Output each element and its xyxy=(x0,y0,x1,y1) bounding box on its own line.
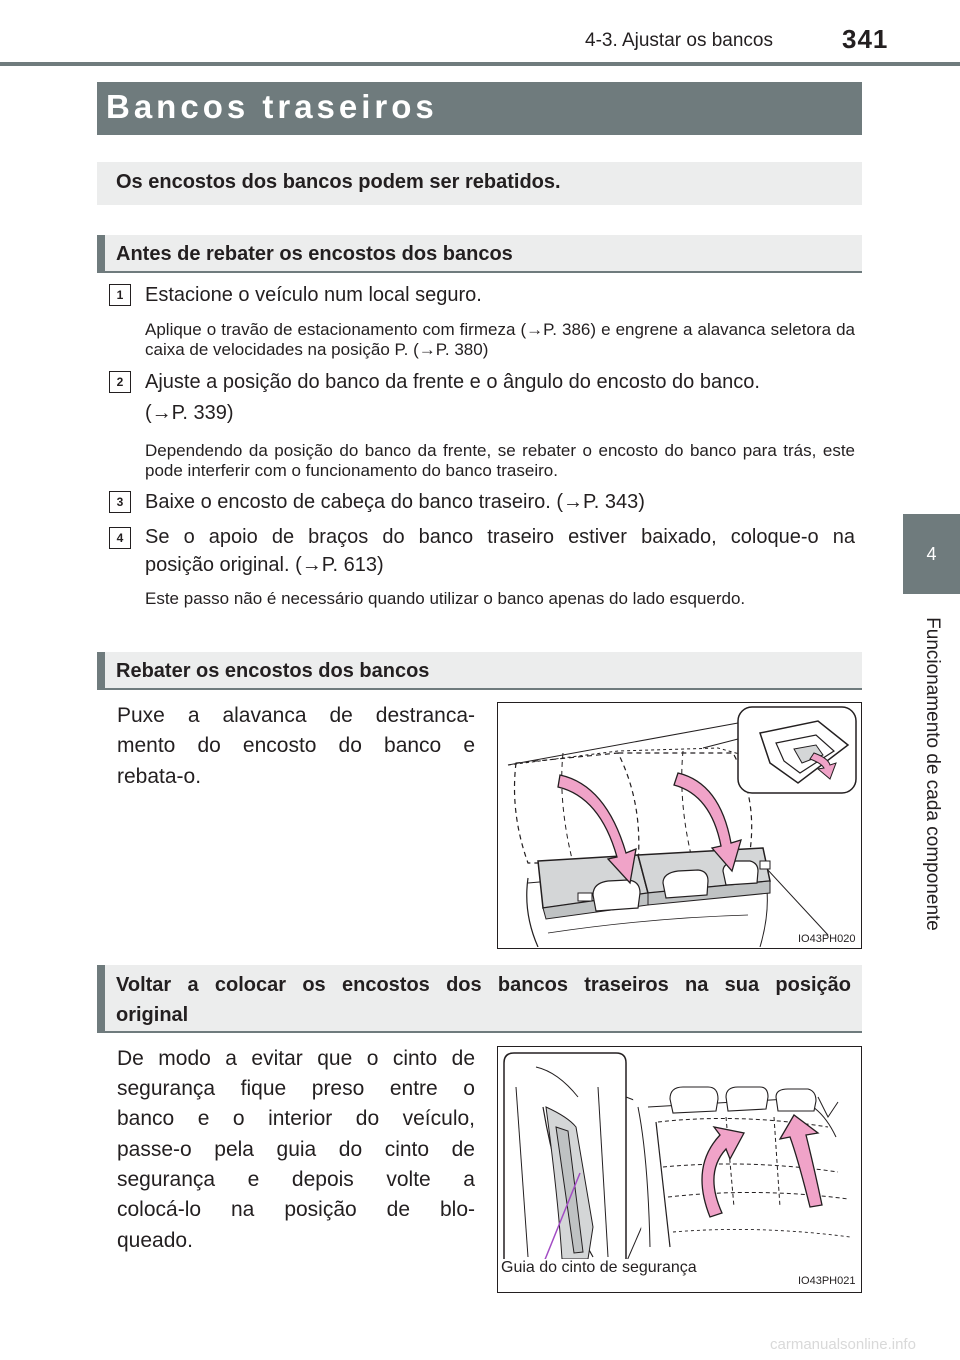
watermark: carmanualsonline.info xyxy=(770,1336,916,1353)
return-instruction-line4: passe-o pela guia do cinto de xyxy=(117,1138,475,1161)
step-number-3: 3 xyxy=(109,491,131,513)
step-number-4: 4 xyxy=(109,527,131,549)
step-1-text: Estacione o veículo num local seguro. xyxy=(145,284,482,306)
folding-instruction-line3: rebata-o. xyxy=(117,765,202,788)
header-rule xyxy=(0,62,960,66)
belt-guide-caption: Guia do cinto de segurança xyxy=(501,1259,697,1276)
step-3-text: Baixe o encosto de cabeça do banco traseiro. (→P. 343) xyxy=(145,491,645,513)
chapter-number: 4 xyxy=(926,543,937,564)
section-title-return-line2: original xyxy=(116,1004,189,1026)
step-1-note: Aplique o travão de estacionamento com firmeza (→P. 386) e engrene a alavanca seletora da caixa de velocidades na posição P. (→P. 380) xyxy=(145,320,855,359)
section-title-folding: Rebater os encostos dos bancos xyxy=(116,660,430,682)
return-instruction-line3: banco e o interior do veículo, xyxy=(117,1107,475,1130)
section-title-before-folding: Antes de rebater os encostos dos bancos xyxy=(116,243,513,265)
figure-return-seatbacks xyxy=(497,1046,862,1293)
step-2-text-line2: (→P. 339) xyxy=(145,402,234,424)
step-number-2: 2 xyxy=(109,371,131,393)
chapter-label: Funcionamento de cada componente xyxy=(922,617,943,931)
return-instruction-line5: segurança e depois volte a xyxy=(117,1168,475,1191)
step-2-text-line1: Ajuste a posição do banco da frente e o ângulo do encosto do banco. xyxy=(145,371,760,393)
page-number: 341 xyxy=(842,24,889,54)
return-instruction-line1: De modo a evitar que o cinto de xyxy=(117,1047,475,1070)
step-4-note: Este passo não é necessário quando utilizar o banco apenas do lado esquerdo. xyxy=(145,589,746,608)
figure-code-1: IO43PH020 xyxy=(798,933,856,945)
return-instruction-line7: queado. xyxy=(117,1229,193,1252)
intro-text: Os encostos dos bancos podem ser rebatidos. xyxy=(116,171,561,193)
return-instruction-line2: segurança fique preso entre o xyxy=(117,1077,475,1100)
fold-seatbacks-illustration xyxy=(498,703,860,947)
return-seatbacks-illustration xyxy=(498,1047,860,1291)
return-instruction-line6: colocá-lo na posição de blo- xyxy=(117,1198,475,1221)
folding-instruction-line2: mento do encosto do banco e xyxy=(117,734,475,757)
page-title: Bancos traseiros xyxy=(106,88,438,125)
figure-code-2: IO43PH021 xyxy=(798,1275,856,1287)
step-4-text-line1: Se o apoio de braços do banco traseiro estiver baixado, coloque-o na xyxy=(145,526,855,548)
figure-fold-seatbacks xyxy=(497,702,862,949)
step-2-note: Dependendo da posição do banco da frente, se rebater o encosto do banco para trás, este pode interferir com o funcionamento do banco traseiro. xyxy=(145,441,855,480)
section-breadcrumb: 4-3. Ajustar os bancos xyxy=(585,30,773,51)
step-number-1: 1 xyxy=(109,284,131,306)
folding-instruction-line1: Puxe a alavanca de destranca- xyxy=(117,704,475,727)
step-4-text-line2: posição original. (→P. 613) xyxy=(145,554,384,576)
chapter-tab[interactable] xyxy=(903,514,960,594)
section-title-return-line1: Voltar a colocar os encostos dos bancos traseiros na sua posição xyxy=(116,974,851,996)
